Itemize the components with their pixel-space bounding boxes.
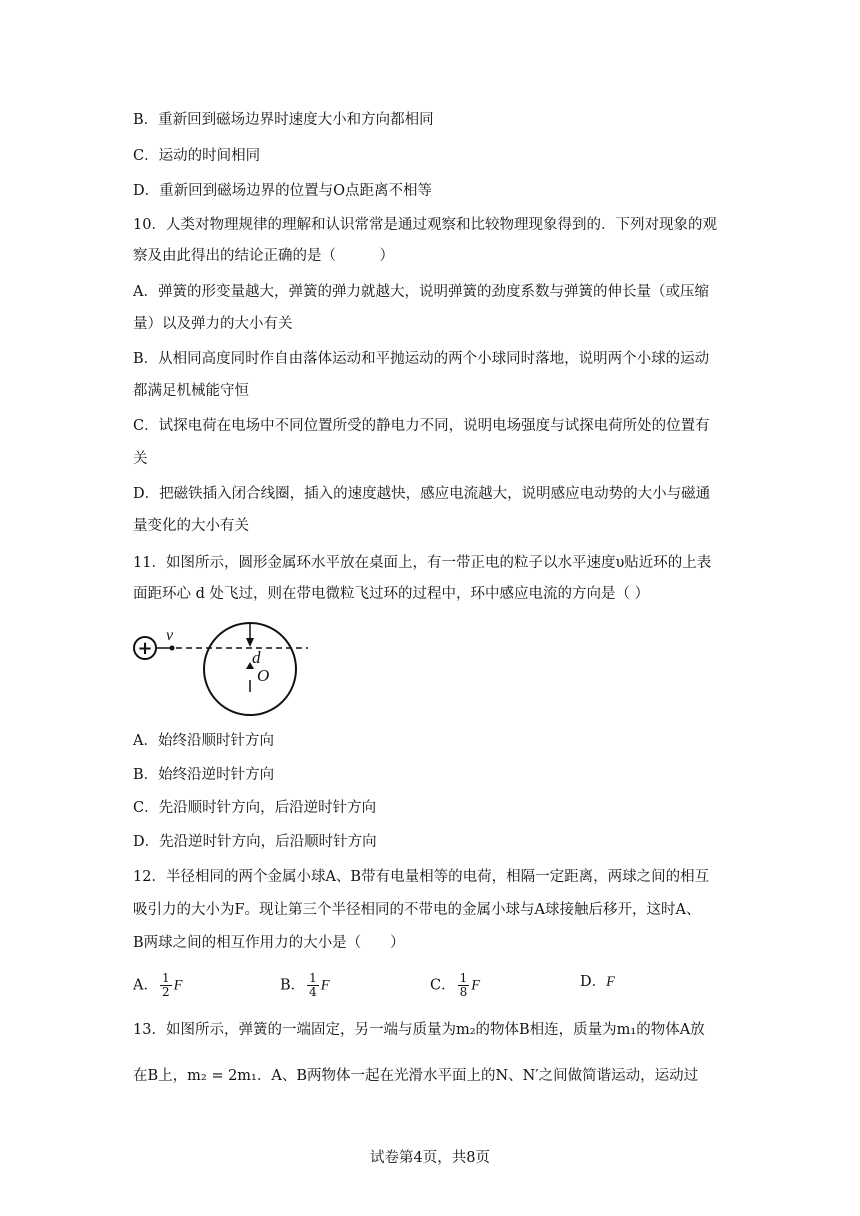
question-12-line1: 12．半径相同的两个金属小球A、B带有电量相等的电荷，相隔一定距离，两球之间的相互 — [133, 869, 710, 885]
center-label: O — [257, 666, 270, 685]
q12-option-a: A． $\frac{1}{2}$ F — [133, 971, 183, 999]
q10-option-a-line1: A．弹簧的形变量越大，弹簧的弹力就越大，说明弹簧的劲度系数与弹簧的伸长量（或压缩 — [133, 284, 709, 300]
q10-option-d-line2: 量变化的大小有关 — [133, 518, 249, 534]
option-d-q9: D．重新回到磁场边界的位置与O点距离不相等 — [133, 183, 433, 199]
q11-option-a: A．始终沿顺时针方向 — [133, 733, 274, 749]
q12-option-d: D．F — [580, 974, 615, 990]
option-c-q9: C．运动的时间相同 — [133, 148, 261, 164]
q10-option-c-line2: 关 — [133, 451, 148, 467]
q12-option-b: B． $\frac{1}{4}$ F — [280, 971, 330, 999]
question-11-line1: 11．如图所示，圆形金属环水平放在桌面上，有一带正电的粒子以水平速度υ贴近环的上表 — [133, 555, 712, 571]
q10-option-d-line1: D．把磁铁插入闭合线圈，插入的速度越快，感应电流越大，说明感应电动势的大小与磁通 — [133, 486, 711, 502]
q10-option-a-line2: 量）以及弹力的大小有关 — [133, 316, 293, 332]
q10-option-b-line2: 都满足机械能守恒 — [133, 383, 249, 399]
velocity-label: v — [166, 627, 174, 644]
page-footer: 试卷第4页，共8页 — [370, 1150, 490, 1166]
question-12-line3: B两球之间的相互作用力的大小是（ ） — [133, 935, 405, 951]
question-12-line2: 吸引力的大小为F。现让第三个半径相同的不带电的金属小球与A球接触后移开，这时A、 — [133, 902, 701, 918]
option-b-q9: B．重新回到磁场边界时速度大小和方向都相同 — [133, 112, 434, 128]
q12-option-c: C． $\frac{1}{8}$ F — [430, 971, 481, 999]
question-11-line2: 面距环心 d 处飞过，则在带电微粒飞过环的过程中，环中感应电流的方向是（ ） — [133, 586, 650, 602]
q11-option-c: C．先沿顺时针方向，后沿逆时针方向 — [133, 800, 377, 816]
q10-option-b-line1: B．从相同高度同时作自由落体运动和平抛运动的两个小球同时落地，说明两个小球的运动 — [133, 351, 710, 367]
question-10-line2: 察及由此得出的结论正确的是（ ） — [133, 248, 394, 264]
question-10-line1: 10．人类对物理规律的理解和认识常常是通过观察和比较物理现象得到的．下列对现象的观 — [133, 217, 717, 233]
ring-figure — [128, 618, 318, 723]
q11-option-d: D．先沿逆时针方向，后沿顺时针方向 — [133, 834, 377, 850]
plus-sign: + — [137, 638, 153, 659]
q11-option-b: B．始终沿逆时针方向 — [133, 767, 275, 783]
question-13-line1: 13．如图所示，弹簧的一端固定，另一端与质量为m₂的物体B相连，质量为m₁的物体A放 — [133, 1022, 705, 1038]
distance-label: d — [252, 648, 261, 667]
q10-option-c-line1: C．试探电荷在电场中不同位置所受的静电力不同，说明电场强度与试探电荷所处的位置有 — [133, 418, 710, 434]
question-13-line2: 在B上，m₂ = 2m₁．A、B两物体一起在光滑水平面上的N、N′之间做简谐运动，运动过 — [133, 1068, 699, 1084]
